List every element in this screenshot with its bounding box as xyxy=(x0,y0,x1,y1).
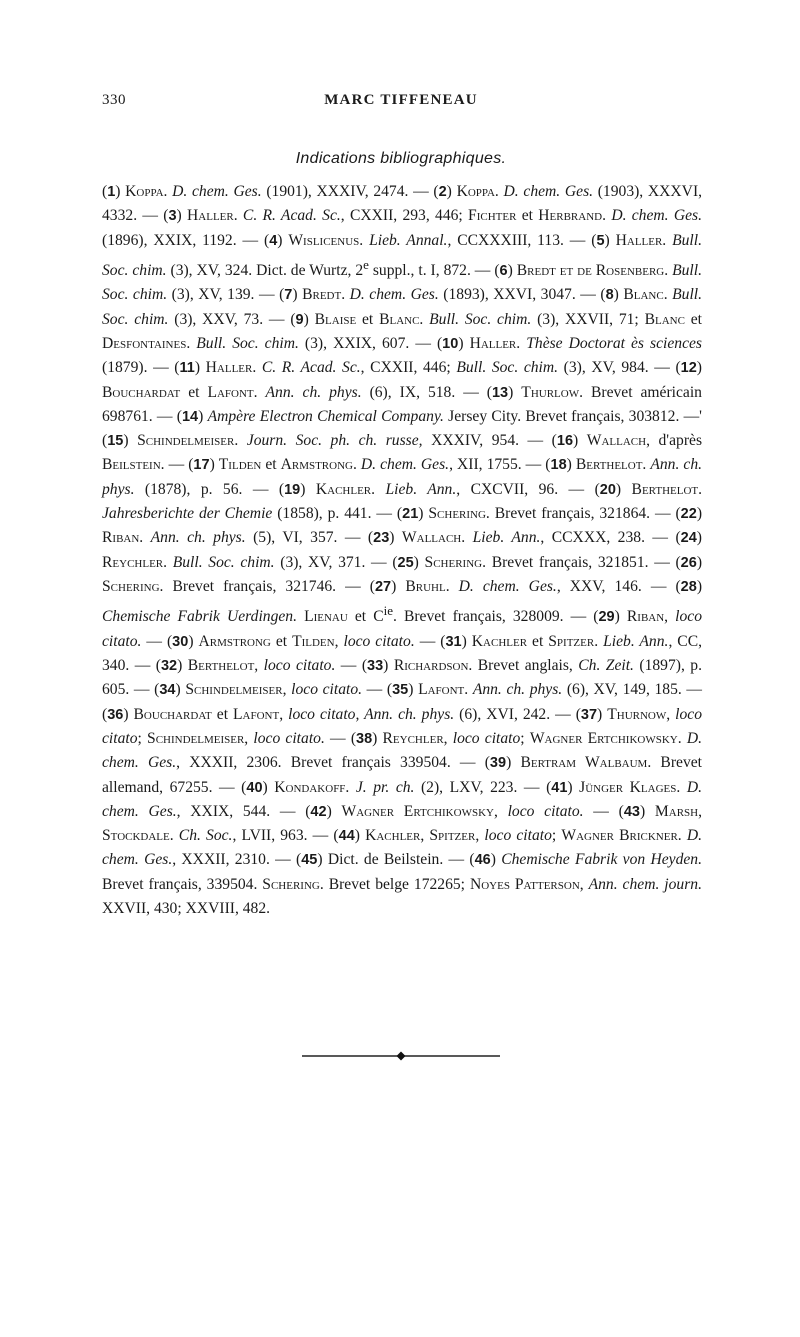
citation-text: et xyxy=(211,705,234,723)
publication-title: Ann. ch. phys. xyxy=(150,529,246,547)
citation-text: Brevet belge 172265; xyxy=(323,875,470,893)
citation-text: (3), XV, 984. — xyxy=(558,359,676,377)
publication-title: Bull. Soc. chim. xyxy=(456,359,559,377)
citation-text: , XII, 1755. — xyxy=(449,456,546,474)
publication-title: C. R. Acad. Sc. xyxy=(261,359,361,377)
bibliography-entry: (26) Schering. Brevet français, 321746. — xyxy=(102,553,703,595)
publication-title: Ann. ch. phys. xyxy=(472,681,563,699)
entry-number: 41 xyxy=(551,779,568,796)
citation-text: (1901), XXXIV, 2474. — xyxy=(261,183,434,200)
citation-text xyxy=(450,578,459,595)
citation-text: — xyxy=(164,456,189,474)
citation-text: Brevet américain 698761. — xyxy=(102,383,702,425)
publication-title: Lieb. Ann. xyxy=(603,632,669,650)
author-name: Riban. xyxy=(102,529,144,547)
citation-text: — xyxy=(414,632,441,650)
publication-title: D. chem. Ges. xyxy=(102,729,702,772)
diamond-ornament-icon xyxy=(397,1052,406,1061)
entry-number: 4 xyxy=(269,232,278,249)
bibliography-entry: (40) Kondakoff. J. pr. ch. (2), LXV, 223. — xyxy=(241,778,547,796)
bibliography-entry: (8) Blanc. Bull. Soc. chim. (3), XXV, 73. — xyxy=(102,286,703,328)
publication-title: Bull. Soc. chim. xyxy=(196,334,299,352)
bibliography-text xyxy=(102,180,702,921)
citation-text: , d'après xyxy=(646,432,703,450)
bibliography-entry: (11) Haller. C. R. Acad. Sc., CXXII, 446; Bull. Soc. chim. (3), XV, 984. — xyxy=(174,359,676,377)
citation-text: ; xyxy=(551,827,562,845)
entry-number: 7 xyxy=(284,287,293,304)
publication-title: loco citato, Ann. ch. phys. xyxy=(288,705,455,723)
page-header xyxy=(102,92,700,116)
citation-text: , CXCVII, 96. — xyxy=(456,480,595,498)
entry-number: 1 xyxy=(107,184,116,200)
author-name: Haller. xyxy=(187,207,238,225)
bibliography-entry: (5) Haller. Bull. Soc. chim. (3), XV, 324. Dict. de Wurtz, 2e suppl., t. I, 872. — xyxy=(102,231,702,280)
entry-number: 16 xyxy=(556,433,574,450)
citation-text: Jersey City. Brevet français, 303812. —' xyxy=(443,407,702,425)
author-name: Kondakoff. xyxy=(274,778,350,796)
bibliography-entry: (24) Reychler. Bull. Soc. chim. (3), XV, 371. — xyxy=(102,529,702,571)
citation-text: (3), XXIX, 607. — xyxy=(298,334,437,352)
author-name: Reychler. xyxy=(102,553,168,571)
bibliography-entry: (43) Marsh, Stockdale. Ch. Soc., LVII, 963. — xyxy=(102,802,702,845)
bibliography-entry: (2) Koppa. D. chem. Ges. (1903), XXXVI, 4332. — xyxy=(102,183,703,225)
author-name: Bouchardat xyxy=(133,705,212,723)
author-name: Lafont. xyxy=(418,681,469,699)
citation-text: ; xyxy=(520,729,530,747)
bibliography-entry: (39) Bertram Walbaum. Brevet allemand, 67255. — xyxy=(102,754,702,796)
author-name: Jünger Klages. xyxy=(579,778,681,796)
citation-text: , CCXXXIII, 113. — xyxy=(447,231,592,249)
entry-number: 18 xyxy=(550,457,567,474)
bibliography-entry: (32) Berthelot, loco citato. — xyxy=(155,657,362,675)
author-name: Blanc. xyxy=(379,310,424,328)
author-name: Blanc. xyxy=(623,286,668,304)
publication-title: loco citato xyxy=(102,705,703,747)
citation-text: (1893), XXVI, 3047. — xyxy=(438,286,601,304)
publication-title: Bull. Soc. chim. xyxy=(102,231,702,280)
bibliography-entry: (36) Bouchardat et Lafont, loco citato, Ann. ch. phys. (6), XVI, 242. — xyxy=(102,705,576,723)
citation-text: , XXXII, 2306. Brevet français 339504. — xyxy=(176,754,485,772)
entry-number: 44 xyxy=(338,828,355,845)
author-name: Beilstein. xyxy=(102,456,165,474)
citation-text: (1897), p. 605. — xyxy=(102,657,702,699)
bibliography-entry: (28) Chemische Fabrik Uerdingen. Lienau et $C^{ie}$. Brevet français, 328009. — xyxy=(102,577,703,626)
entry-number: 12 xyxy=(680,360,697,377)
bibliography-entry: (35) Lafont. Ann. ch. phys. (6), XV, 149, 185. — xyxy=(386,681,703,699)
bibliography-entry: (27) Bruhl. D. chem. Ges., XXV, 146. — xyxy=(369,577,676,595)
citation-text: XXVII, 430; XXVIII, 482. xyxy=(102,899,271,917)
publication-title: loco citato. xyxy=(102,608,702,650)
entry-number: 37 xyxy=(580,706,598,723)
bibliography-entry: (42) Wagner Ertchikowsky, loco citato. — xyxy=(305,802,619,820)
bibliography-entry: (37) Thurnow, loco citato; Schindelmeiser, loco citato. — xyxy=(102,705,703,747)
bibliography-entry: (4) Wislicenus. Lieb. Annal., CCXXXIII, 113. — xyxy=(263,231,592,249)
citation-text: (6), XVI, 242. — xyxy=(454,705,576,723)
author-name: Spitzer. xyxy=(548,632,599,650)
entry-number: 38 xyxy=(356,730,373,747)
entry-number: 29 xyxy=(598,609,615,626)
bibliography-entry: (20) Berthelot. Jahresberichte der Chemie (1858), p. 441. — xyxy=(102,480,703,523)
entry-number: 20 xyxy=(599,481,616,498)
entry-number: 26 xyxy=(680,554,697,571)
bibliography-entry: (15) Schindelmeiser. Journ. Soc. ph. ch. russe, XXXIV, 954. — xyxy=(102,432,552,450)
author-name: Tilden, xyxy=(292,632,339,650)
publication-title: D. chem. Ges. xyxy=(349,286,439,304)
citation-text: et xyxy=(270,632,293,650)
author-name: Haller. xyxy=(469,334,521,352)
citation-text: (1878), p. 56. — xyxy=(134,480,279,498)
citation-text: Brevet français, 339504. xyxy=(102,875,263,893)
bibliography-entry: (12) Bouchardat et Lafont. Ann. ch. phys. (6), IX, 518. — xyxy=(102,359,702,401)
citation-text: , CXXII, 446; xyxy=(360,359,457,377)
publication-title: loco citato. xyxy=(507,802,584,820)
entry-number: 19 xyxy=(284,481,301,498)
publication-title: Lieb. Ann. xyxy=(472,529,541,547)
entry-number: 21 xyxy=(402,506,419,523)
entry-number: 22 xyxy=(680,506,697,523)
citation-text: et xyxy=(180,383,208,401)
citation-text xyxy=(375,481,385,498)
author-name: Schering. xyxy=(262,875,324,893)
publication-title: loco citato. xyxy=(263,657,336,675)
entry-number: 46 xyxy=(474,852,491,869)
author-name: Haller. xyxy=(205,359,257,377)
author-name: Haller. xyxy=(615,231,667,249)
author-name: Desfontaines. xyxy=(102,334,191,352)
citation-text: et C xyxy=(347,608,384,626)
entry-number: 43 xyxy=(623,803,640,820)
entry-number: 39 xyxy=(489,755,507,772)
citation-text xyxy=(143,529,150,546)
bibliography-entry: (7) Bredt. D. chem. Ges. (1893), XXVI, 3047. — xyxy=(279,286,601,304)
bibliography-entry: (19) Kachler. Lieb. Ann., CXCVII, 96. — xyxy=(278,480,595,498)
author-name: Wallach xyxy=(586,432,647,450)
citation-text: et xyxy=(516,207,539,225)
entry-number: 34 xyxy=(159,682,176,699)
publication-title: loco citato. xyxy=(291,681,363,699)
entry-number: 9 xyxy=(295,311,304,328)
author-name: Kachler, Spitzer, xyxy=(365,827,480,845)
citation-text xyxy=(238,432,247,449)
author-name: Wagner Ertchikowsky. xyxy=(529,729,682,747)
citation-text: (6), XV, 149, 185. — xyxy=(562,681,703,699)
citation-text: (1903), XXXVI, 4332. — xyxy=(102,183,703,225)
citation-text: — xyxy=(324,729,351,747)
author-name: Berthelot, xyxy=(187,657,259,675)
entry-number: 33 xyxy=(367,658,384,675)
author-name: Herbrand. xyxy=(538,207,607,225)
citation-text: , XXIX, 544. — xyxy=(176,802,306,820)
citation-text: (3), XXVII, 71; xyxy=(531,310,645,328)
publication-title: Bull. Soc. chim. xyxy=(172,553,275,571)
author-name: Wagner Ertchikowsky, xyxy=(341,802,498,820)
entry-number: 14 xyxy=(181,408,199,425)
entry-number: 32 xyxy=(160,658,178,675)
bibliography-entry: (38) Reychler, loco citato; Wagner Ertchikowsky. D. chem. Ges., XXXII, 2306. Brevet français 339504. — xyxy=(102,729,702,772)
citation-text: , XXXII, 2310. — xyxy=(172,851,297,869)
publication-title: Lieb. Ann. xyxy=(385,480,457,498)
bibliography-entry: (44) Kachler, Spitzer, loco citato; Wagner Brickner. D. chem. Ges., XXXII, 2310. — xyxy=(102,827,702,869)
entry-number: 10 xyxy=(442,335,459,352)
citation-text xyxy=(258,384,266,401)
publication-title: loco citato. xyxy=(253,729,325,747)
entry-number: 28 xyxy=(680,578,697,595)
author-name: Marsh, Stockdale. xyxy=(102,802,702,845)
citation-text: et xyxy=(527,632,549,650)
entry-number: 13 xyxy=(491,384,509,401)
citation-text: et xyxy=(261,456,281,474)
bibliography-entry: (10) Haller. Thèse Doctorat ès sciences (1879). — xyxy=(102,334,702,377)
citation-text: — xyxy=(141,632,167,650)
publication-title: Ch. Zeit. xyxy=(578,657,634,675)
entry-number: 31 xyxy=(445,633,462,650)
publication-title: D. chem. Ges. xyxy=(102,778,702,820)
publication-title: Chemische Fabrik von Heyden. xyxy=(501,851,702,869)
author-name: Reychler, xyxy=(382,729,448,747)
publication-title: loco citato xyxy=(452,729,521,747)
bibliography-entry: (6) Bredt et de Rosenberg. Bull. Soc. chim. (3), XV, 139. — xyxy=(102,262,702,304)
author-name: Berthelot. xyxy=(631,480,703,498)
bibliography-entry: (34) Schindelmeiser, loco citato. — xyxy=(154,681,387,699)
publication-title: Jahresberichte der Chemie xyxy=(102,505,273,523)
author-name: Berthelot. xyxy=(575,456,647,474)
citation-text: (3), XV, 139. — xyxy=(167,286,280,304)
citation-text: Brevet français, 321864. — xyxy=(489,505,676,523)
citation-text: . Brevet français, 328009. — xyxy=(392,608,594,626)
citation-text: , LVII, 963. — xyxy=(232,827,334,845)
citation-text: ; xyxy=(137,729,148,747)
bibliography-entry: (18) Berthelot. Ann. ch. phys. (1878), p. 56. — xyxy=(102,456,703,498)
publication-title: loco citato xyxy=(484,827,552,845)
author-name: Thurlow. xyxy=(521,383,583,401)
entry-number: 23 xyxy=(373,530,390,547)
entry-number: 36 xyxy=(107,706,124,723)
citation-text: — xyxy=(583,802,619,820)
author-name: Wallach. xyxy=(401,529,466,547)
author-name: Schering. xyxy=(424,553,487,571)
citation-text: — xyxy=(335,657,362,675)
author-name: Koppa. xyxy=(456,183,499,200)
author-name: Wislicenus. xyxy=(288,231,364,249)
citation-text: , CCXXX, 238. — xyxy=(540,529,676,547)
citation-text: (6), IX, 518. — xyxy=(361,383,487,401)
citation-text: , CC, 340. — xyxy=(102,632,703,675)
entry-number: 15 xyxy=(107,433,124,450)
entry-number: 11 xyxy=(179,360,195,377)
citation-text xyxy=(465,529,472,546)
bibliography-entry: (21) Schering. Brevet français, 321864. — xyxy=(396,505,676,523)
publication-title: D. chem. Ges. xyxy=(503,183,594,200)
author-name: Thurnow, xyxy=(607,705,671,723)
author-name: Noyes Patterson, xyxy=(469,875,584,893)
publication-title: Ampère Electron Chemical Company. xyxy=(207,407,444,425)
author-name: Bouchardat xyxy=(102,383,181,401)
entry-number: 17 xyxy=(193,457,210,474)
author-name: Richardson. xyxy=(393,657,473,675)
citation-text: — xyxy=(362,681,387,699)
entry-number: 24 xyxy=(680,530,697,547)
author-name: Koppa. xyxy=(125,183,168,200)
publication-title: loco citato. xyxy=(343,632,415,650)
publication-title: Chemische Fabrik Uerdingen. xyxy=(102,608,297,626)
author-name: Kachler. xyxy=(315,480,376,498)
running-head: MARC TIFFENEAU xyxy=(324,92,478,108)
citation-text: Brevet allemand, 67255. — xyxy=(102,754,702,796)
ornamental-divider xyxy=(302,1051,500,1061)
citation-text: (1879). — xyxy=(102,359,175,377)
bibliography-entry: (33) Richardson. Brevet anglais, Ch. Zeit. (1897), p. 605. — xyxy=(102,657,702,699)
author-name: Tilden xyxy=(218,456,262,474)
publication-title: Journ. Soc. ph. ch. russe, xyxy=(246,432,423,450)
citation-text: Brevet français, 321746. — xyxy=(163,577,370,595)
citation-text: Brevet français, 321851. — xyxy=(486,553,676,571)
citation-text: , XXV, 146. — xyxy=(556,577,676,595)
publication-title: D. chem. Ges. xyxy=(172,183,262,200)
entry-number: 6 xyxy=(499,263,508,280)
citation-text: (1858), p. 441. — xyxy=(272,505,397,523)
page-number: 330 xyxy=(102,92,126,108)
entry-number: 40 xyxy=(246,779,263,796)
citation-text: e xyxy=(363,256,369,272)
bibliography-entry: (46) Chemische Fabrik von Heyden. Brevet français, 339504. Schering. Brevet belge 172265; Noyes Patterson, Ann. chem. journ. XXVII, 430; XXVIII, 482. xyxy=(102,851,702,917)
bibliography-entry: (41) Jünger Klages. D. chem. Ges., XXIX, 544. — xyxy=(102,778,702,820)
bibliography-entry: (31) Kachler et Spitzer. Lieb. Ann., CC, 340. — xyxy=(102,632,703,675)
entry-number: 2 xyxy=(438,184,447,200)
author-name: Bertram Walbaum. xyxy=(520,754,652,772)
section-title: Indications bibliographiques. xyxy=(295,150,507,167)
entry-number: 27 xyxy=(374,578,392,595)
bibliography-entry: (45) Dict. de Beilstein. — xyxy=(296,851,470,869)
bibliography-entry: (13) Thurlow. Brevet américain 698761. — xyxy=(102,383,702,425)
publication-title: Ann. ch. phys. xyxy=(102,456,703,498)
author-name: Lafont. xyxy=(207,383,258,401)
publication-title: Lieb. Annal. xyxy=(369,231,448,249)
author-name: Schindelmeiser, xyxy=(185,681,287,699)
entry-number: 45 xyxy=(301,852,318,869)
bibliography-entry: (14) Ampère Electron Chemical Company. Jersey City. Brevet français, 303812. —' xyxy=(176,407,702,425)
bibliography-entry: (1) Koppa. D. chem. Ges. (1901), XXXIV, 2474. — xyxy=(102,183,434,200)
citation-text: (1896), XXIX, 1192. — xyxy=(102,231,264,249)
entry-number: 42 xyxy=(310,803,327,820)
author-name: Armstrong. xyxy=(280,456,357,474)
citation-text: ie xyxy=(383,603,393,619)
publication-title: D. chem. Ges. xyxy=(102,827,702,869)
author-name: Lafont, xyxy=(233,705,284,723)
citation-text: et xyxy=(684,310,702,328)
author-name: Lienau xyxy=(304,608,348,626)
publication-title: Bull. Soc. chim. xyxy=(429,310,532,328)
entry-number: 5 xyxy=(596,232,605,249)
publication-title: Ann. ch. phys. xyxy=(265,383,362,401)
author-name: Schindelmeiser, xyxy=(147,729,249,747)
citation-text: suppl., t. I, 872. — xyxy=(368,262,495,280)
bibliography-entry: (16) Wallach, d'après Beilstein. — xyxy=(102,432,703,474)
publication-title: D. chem. Ges. xyxy=(611,207,702,225)
publication-title: Ch. Soc. xyxy=(178,827,233,845)
bibliography-entry: (30) Armstrong et Tilden, loco citato. — xyxy=(166,632,441,650)
author-name: Bredt. xyxy=(302,286,346,304)
bibliography-entry: (25) Schering. Brevet français, 321851. — xyxy=(392,553,676,571)
entry-number: 25 xyxy=(397,554,414,571)
citation-text: (3), XXV, 73. — xyxy=(168,310,291,328)
citation-text: (3), XV, 324. Dict. de Wurtz, 2 xyxy=(166,262,364,280)
bibliography-entry: (23) Wallach. Lieb. Ann., CCXXX, 238. — xyxy=(367,529,676,547)
citation-text: (2), LXV, 223. — xyxy=(414,778,547,796)
author-name: Bruhl. xyxy=(405,577,450,595)
bibliography-entry: (29) Riban, loco citato. — xyxy=(102,608,702,650)
citation-text: Dict. de Beilstein. — xyxy=(327,851,470,869)
author-name: Armstrong xyxy=(198,632,271,650)
author-name: Fichter xyxy=(468,207,517,225)
citation-text: (5), VI, 357. — xyxy=(245,529,368,547)
citation-text xyxy=(297,608,304,625)
author-name: Schindelmeiser. xyxy=(137,432,239,450)
citation-text xyxy=(498,803,508,820)
author-name: Wagner Brickner. xyxy=(561,827,682,845)
author-name: Bredt et de Rosenberg. xyxy=(516,262,669,280)
publication-title: D. chem. Ges. xyxy=(360,456,450,474)
citation-text: Brevet anglais, xyxy=(472,657,579,675)
author-name: Blaise xyxy=(314,310,357,328)
publication-title: Ann. chem. journ. xyxy=(588,875,702,893)
entry-number: 35 xyxy=(392,682,409,699)
citation-text: XXXIV, 954. — xyxy=(422,432,552,450)
publication-title: Bull. Soc. chim. xyxy=(102,262,702,304)
bibliography-entry: (3) Haller. C. R. Acad. Sc., CXXII, 293, 446; Fichter et Herbrand. D. chem. Ges. (1896), XXIX, 1192. — xyxy=(102,207,702,249)
author-name: Schering. xyxy=(102,577,164,595)
bibliography-entry: (22) Riban. Ann. ch. phys. (5), VI, 357. — xyxy=(102,505,703,547)
author-name: Schering. xyxy=(428,505,490,523)
author-name: Kachler xyxy=(471,632,528,650)
bibliography-entry: (9) Blaise et Blanc. Bull. Soc. chim. (3), XXVII, 71; Blanc et Desfontaines. Bull. Soc. chim. (3), XXIX, 607. — xyxy=(102,310,702,352)
citation-text: (3), XV, 371. — xyxy=(274,553,393,571)
citation-text: et xyxy=(356,310,380,328)
bibliography-entry: (17) Tilden et Armstrong. D. chem. Ges., XII, 1755. — xyxy=(188,456,546,474)
publication-title: J. pr. ch. xyxy=(355,778,415,796)
publication-title: Bull. Soc. chim. xyxy=(102,286,703,328)
citation-text: , CXXII, 293, 446; xyxy=(340,207,469,225)
entry-number: 30 xyxy=(172,633,189,650)
author-name: Blanc xyxy=(644,310,685,328)
entry-number: 3 xyxy=(168,208,177,225)
publication-title: Thèse Doctorat ès sciences xyxy=(526,334,702,352)
entry-number: 8 xyxy=(605,287,614,304)
publication-title: C. R. Acad. Sc. xyxy=(242,207,341,225)
author-name: Riban, xyxy=(626,608,669,626)
publication-title: D. chem. Ges. xyxy=(458,577,557,595)
